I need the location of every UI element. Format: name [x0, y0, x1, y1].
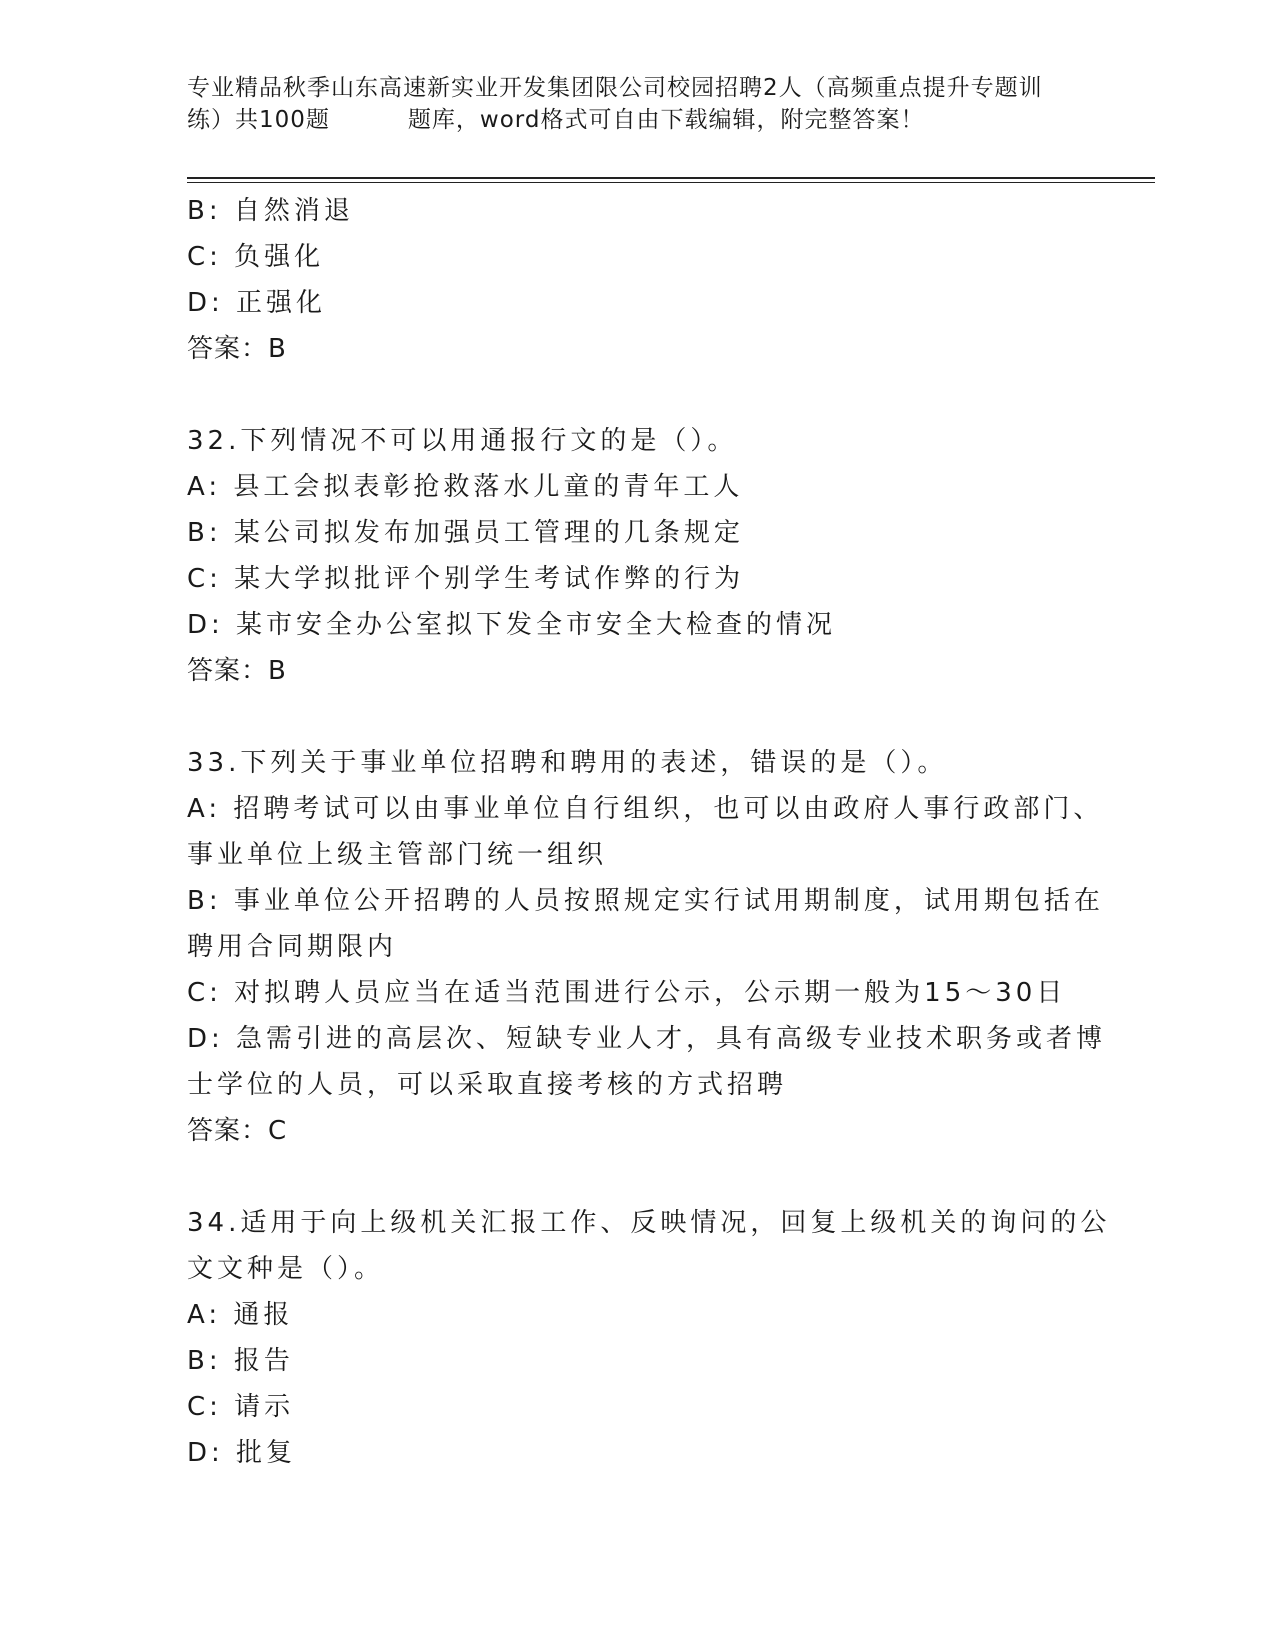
option-line: C: 负强化: [187, 242, 325, 272]
option-line: C: 对拟聘人员应当在适当范围进行公示，公示期一般为15～30日: [187, 978, 1067, 1008]
option-line: D: 正强化: [187, 288, 327, 318]
option-line: B: 自然消退: [187, 196, 354, 226]
document-header: [187, 72, 1087, 136]
option-line: B: 报告: [187, 1346, 294, 1376]
option-line: A: 通报: [187, 1300, 294, 1330]
option-line-continued: 事业单位上级主管部门统一组织: [187, 840, 608, 870]
option-line-continued: 聘用合同期限内: [187, 932, 398, 962]
header-line-2a: 练）共100题: [187, 107, 330, 133]
option-line: C: 某大学拟批评个别学生考试作弊的行为: [187, 564, 745, 594]
option-line: B: 某公司拟发布加强员工管理的几条规定: [187, 518, 744, 548]
question-content: [187, 188, 1111, 1476]
header-line-1: 专业精品秋季山东高速新实业开发集团限公司校园招聘2人（高频重点提升专题训: [187, 75, 1043, 101]
question-stem: 32.下列情况不可以用通报行文的是（）。: [187, 426, 738, 456]
option-line: D: 急需引进的高层次、短缺专业人才，具有高级专业技术职务或者博: [187, 1024, 1107, 1054]
answer-line: 答案：B: [187, 334, 287, 364]
option-line: D: 批复: [187, 1438, 297, 1468]
question-stem: 33.下列关于事业单位招聘和聘用的表述，错误的是（）。: [187, 748, 948, 778]
header-divider-thick: [187, 177, 1155, 179]
header-line-2b: 题库，word格式可自由下载编辑，附完整答案！: [407, 107, 925, 133]
answer-line: 答案：C: [187, 1116, 288, 1146]
option-line: C: 请示: [187, 1392, 295, 1422]
question-stem: 34.适用于向上级机关汇报工作、反映情况，回复上级机关的询问的公: [187, 1208, 1111, 1238]
option-line: B: 事业单位公开招聘的人员按照规定实行试用期制度，试用期包括在: [187, 886, 1104, 916]
option-line: D: 某市安全办公室拟下发全市安全大检查的情况: [187, 610, 837, 640]
answer-line: 答案：B: [187, 656, 287, 686]
option-line: A: 招聘考试可以由事业单位自行组织，也可以由政府人事行政部门、: [187, 794, 1104, 824]
question-stem-continued: 文文种是（）。: [187, 1254, 385, 1284]
option-line-continued: 士学位的人员，可以采取直接考核的方式招聘: [187, 1070, 788, 1100]
header-line-2: [187, 104, 1087, 136]
header-divider-thin: [187, 182, 1155, 183]
option-line: A: 县工会拟表彰抢救落水儿童的青年工人: [187, 472, 744, 502]
